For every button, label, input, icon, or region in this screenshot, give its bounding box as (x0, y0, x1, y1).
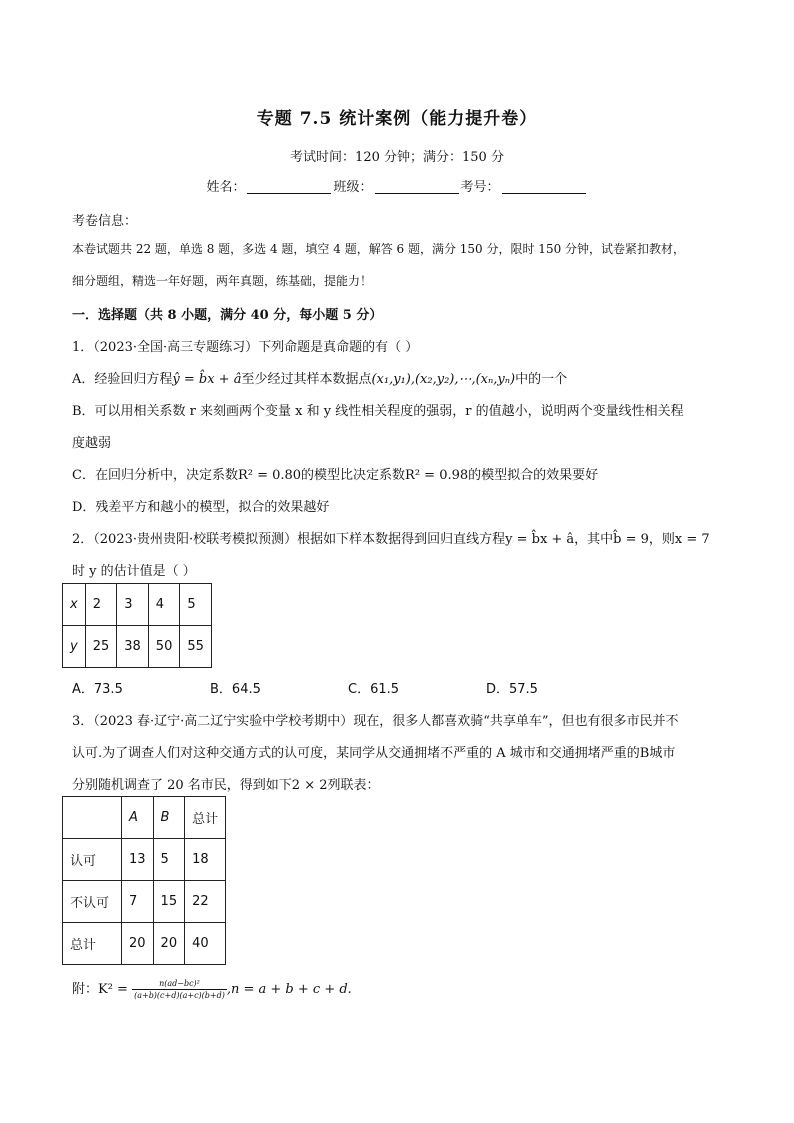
formula-suffix: ,n = a + b + c + d. (226, 982, 352, 997)
q2-option-a: A．73.5 (72, 682, 123, 697)
table-cell: 3 (117, 584, 149, 626)
table-cell: 总计 (63, 923, 122, 965)
q3-stem-line1: 3．（2023 春·辽宁·高二辽宁实验中学校考期中）现在，很多人都喜欢骑“共享单车”，但也有很多市民并不 (72, 714, 679, 729)
q1-option-b-line1: B．可以用相关系数 r 来刻画两个变量 x 和 y 线性相关程度的强弱，r 的值越小，说明两个变量线性相关程 (72, 404, 684, 419)
q3-contingency-table (62, 796, 226, 965)
number-field[interactable] (502, 179, 586, 194)
table-row (63, 626, 212, 668)
table-cell: 不认可 (63, 881, 122, 923)
q1-stem: 1．（2023·全国·高三专题练习）下列命题是真命题的有（ ） (72, 340, 419, 355)
table-row (63, 584, 212, 626)
formula-denominator: (a+b)(c+d)(a+c)(b+d) (134, 991, 225, 1000)
formula-fraction (132, 978, 227, 1001)
table-cell: 38 (117, 626, 149, 668)
info-line-2: 细分题组，精选一年好题，两年真题，练基础，提能力！ (72, 274, 373, 288)
table-cell: 20 (153, 923, 185, 965)
q1-a-pre: A．经验回归方程 (72, 372, 173, 387)
q1-option-c: C．在回归分析中，决定系数R² = 0.80的模型比决定系数R² = 0.98的模型拟合的效果要好 (72, 468, 599, 483)
table-row (63, 797, 226, 839)
table-cell: 50 (148, 626, 180, 668)
q1-a-formula: ŷ = b̂x + â (172, 372, 242, 387)
formula-prefix: 附：K² = (72, 982, 128, 997)
table-row (63, 881, 226, 923)
table-cell: y (63, 626, 86, 668)
exam-time: 考试时间：120 分钟；满分：150 分 (290, 150, 504, 165)
table-cell: 20 (122, 923, 154, 965)
table-row (63, 839, 226, 881)
q2-option-d: D．57.5 (486, 682, 538, 697)
q2-stem-line1: 2．（2023·贵州贵阳·校联考模拟预测）根据如下样本数据得到回归直线方程y = b̂x + â，其中b̂ = 9，则x = 7 (72, 532, 710, 547)
table-cell: 7 (122, 881, 154, 923)
q1-a-post: 中的一个 (515, 372, 568, 387)
table-cell: 2 (85, 584, 117, 626)
table-cell: 15 (153, 881, 185, 923)
table-cell: 40 (185, 923, 226, 965)
q3-stem-line2: 认可.为了调查人们对这种交通方式的认可度，某同学从交通拥堵不严重的 A 城市和交通拥堵严重的B城市 (72, 746, 676, 761)
page-title: 专题 7.5 统计案例（能力提升卷） (256, 109, 538, 129)
q2-option-c: C．61.5 (348, 682, 400, 697)
table-cell: 5 (180, 584, 212, 626)
table-header-cell (63, 797, 122, 839)
student-info-line (0, 176, 794, 195)
table-header-cell: 总计 (185, 797, 226, 839)
q1-a-points: (x₁,y₁),(x₂,y₂),⋯,(xₙ,yₙ) (371, 372, 516, 387)
info-line-1: 本卷试题共 22 题，单选 8 题，多选 4 题，填空 4 题，解答 6 题，满分 150 分，限时 150 分钟，试卷紧扣教材， (72, 242, 686, 256)
q3-stem-line3: 分别随机调查了 20 名市民，得到如下2 × 2列联表： (72, 778, 380, 793)
table-cell: 25 (85, 626, 117, 668)
name-label: 姓名： (206, 180, 246, 195)
table-header-cell: B (153, 797, 185, 839)
q1-option-a (72, 368, 567, 387)
class-field[interactable] (375, 179, 459, 194)
table-cell: 55 (180, 626, 212, 668)
table-cell: 18 (185, 839, 226, 881)
q1-a-mid: 至少经过其样本数据点 (241, 372, 372, 387)
table-cell: x (63, 584, 86, 626)
q3-formula-note (72, 978, 352, 1001)
info-heading: 考卷信息： (72, 214, 138, 229)
table-cell: 13 (122, 839, 154, 881)
table-cell: 5 (153, 839, 185, 881)
section-heading: 一．选择题（共 8 小题，满分 40 分，每小题 5 分） (72, 308, 383, 323)
formula-numerator: n(ad−bc)² (132, 978, 227, 990)
number-label: 考号： (460, 180, 500, 195)
q1-option-b-line2: 度越弱 (72, 436, 112, 451)
class-label: 班级： (333, 180, 373, 195)
q2-data-table (62, 583, 212, 668)
q2-stem-line2: 时 y 的估计值是（ ） (72, 564, 196, 579)
table-header-cell: A (122, 797, 154, 839)
table-cell: 22 (185, 881, 226, 923)
table-row (63, 923, 226, 965)
q2-option-b: B．64.5 (210, 682, 261, 697)
table-cell: 4 (148, 584, 180, 626)
name-field[interactable] (247, 179, 331, 194)
table-cell: 认可 (63, 839, 122, 881)
q1-option-d: D．残差平方和越小的模型，拟合的效果越好 (72, 500, 330, 515)
